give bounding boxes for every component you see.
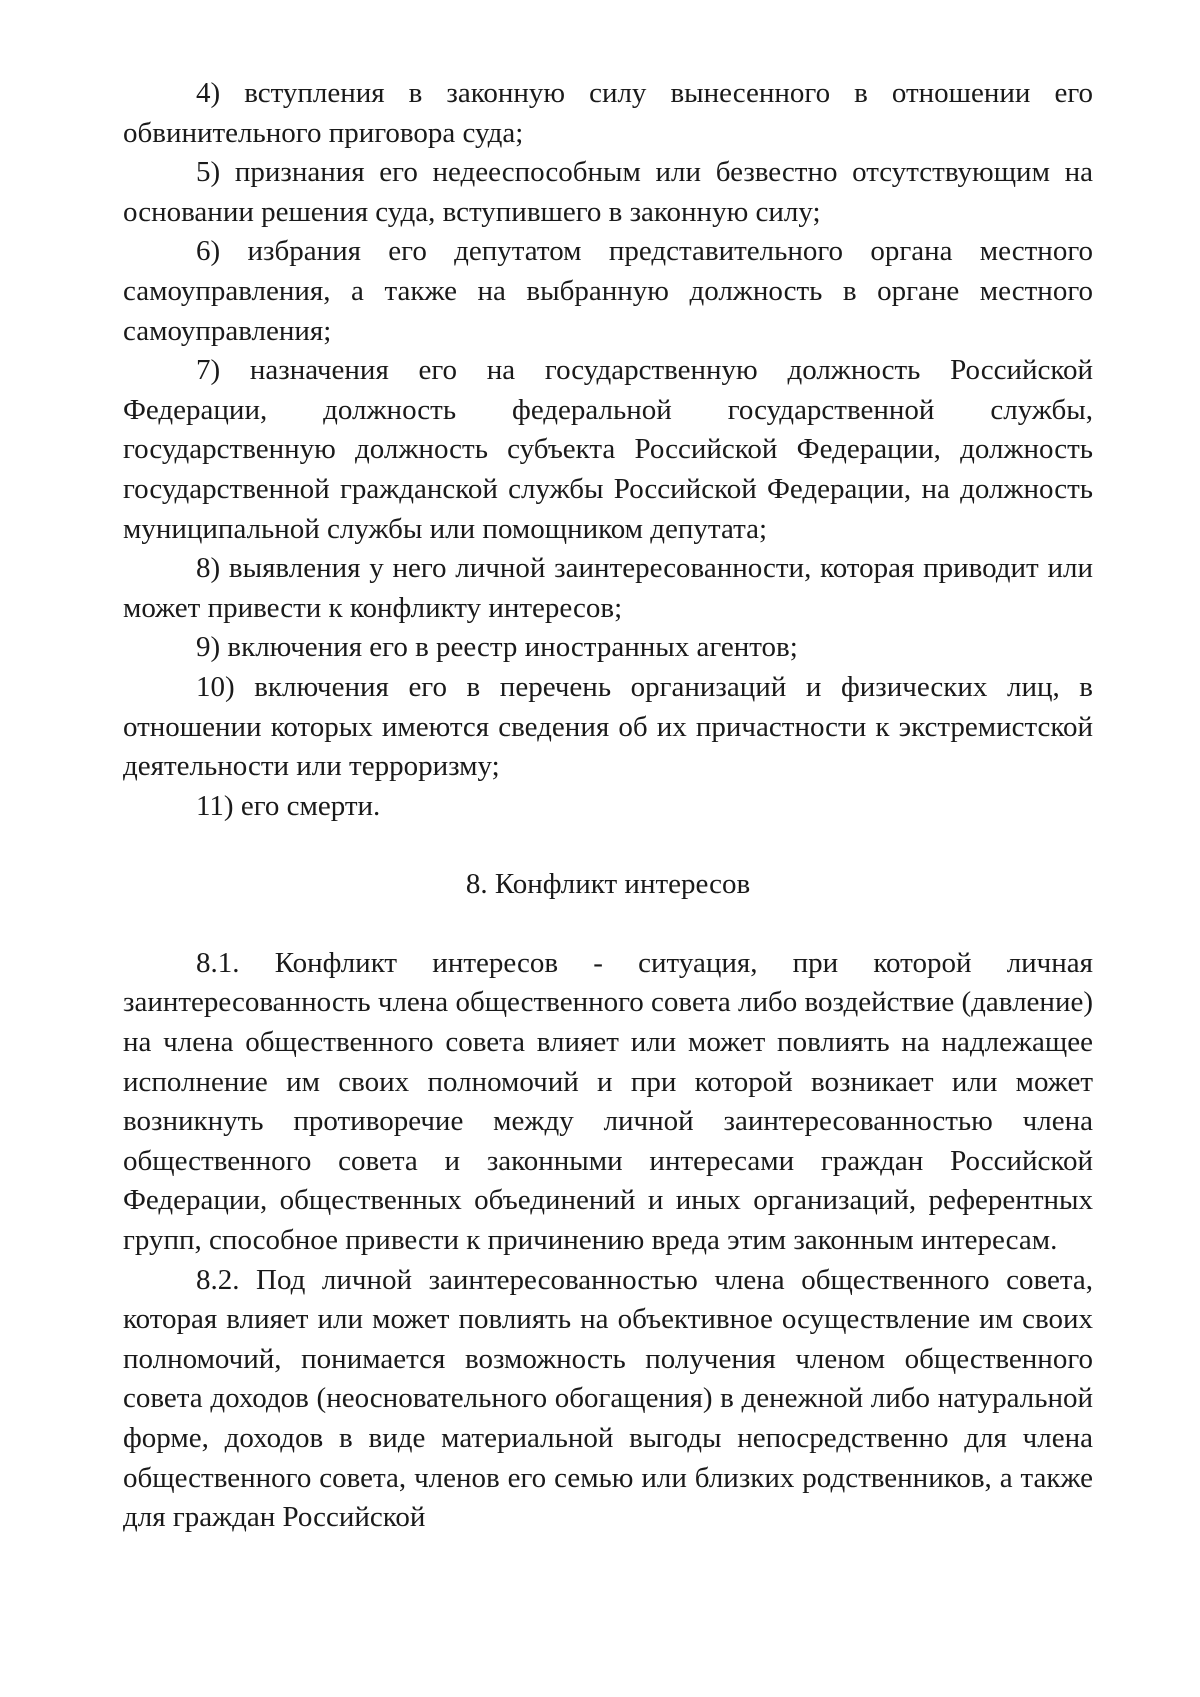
list-item-4: 4) вступления в законную силу вынесенного в отношении его обвинительного приговора суда; [123,77,1093,149]
section-heading: 8. Конфликт интересов [465,868,751,901]
paragraph-8-2: 8.2. Под личной заинтересованностью члена общественного совета, которая влияет или может повлиять на объективное осуществление им своих полномочий, понимается возможность получения членом общественного совета доходов (неосновательного обогащения) в денежной либо натуральной форме, доходов в виде материальной выгоды непосредственно для члена общественного совета, членов его семью или близких родственников, а также для граждан Российской [123,1263,1093,1534]
document-body [123,74,1093,1538]
list-item-8: 8) выявления у него личной заинтересованности, которая приводит или может привести к конфликту интересов; [123,552,1093,624]
list-item-9: 9) включения его в реестр иностранных агентов; [196,631,798,664]
list-item-6: 6) избрания его депутатом представительного органа местного самоуправления, а также на выбранную должность в органе местного самоуправления; [123,235,1093,347]
list-item-5: 5) признания его недееспособным или безвестно отсутствующим на основании решения суда, вступившего в законную силу; [123,156,1093,228]
list-item-10: 10) включения его в перечень организаций и физических лиц, в отношении которых имеются сведения об их причастности к экстремистской деятельности или терроризму; [123,670,1093,783]
paragraph-8-1: 8.1. Конфликт интересов - ситуация, при которой личная заинтересованность члена общественного совета либо воздействие (давление) на члена общественного совета влияет или может повлиять на надлежащее исполнение им своих полномочий и при которой возникает или может возникнуть противоречие между личной заинтересованностью члена общественного совета и законными интересами граждан Российской Федерации, общественных объединений и иных организаций, референтных групп, способное привести к причинению вреда этим законным интересам. [123,946,1093,1257]
list-item-7: 7) назначения его на государственную должность Российской Федерации, должность федеральной государственной службы, государственную должность субъекта Российской Федерации, должность государственной гражданской службы Российской Федерации, на должность муниципальной службы или помощником депутата; [123,354,1093,545]
list-item-11: 11) его смерти. [196,789,381,822]
spacer [123,905,1093,944]
spacer [123,826,1093,865]
